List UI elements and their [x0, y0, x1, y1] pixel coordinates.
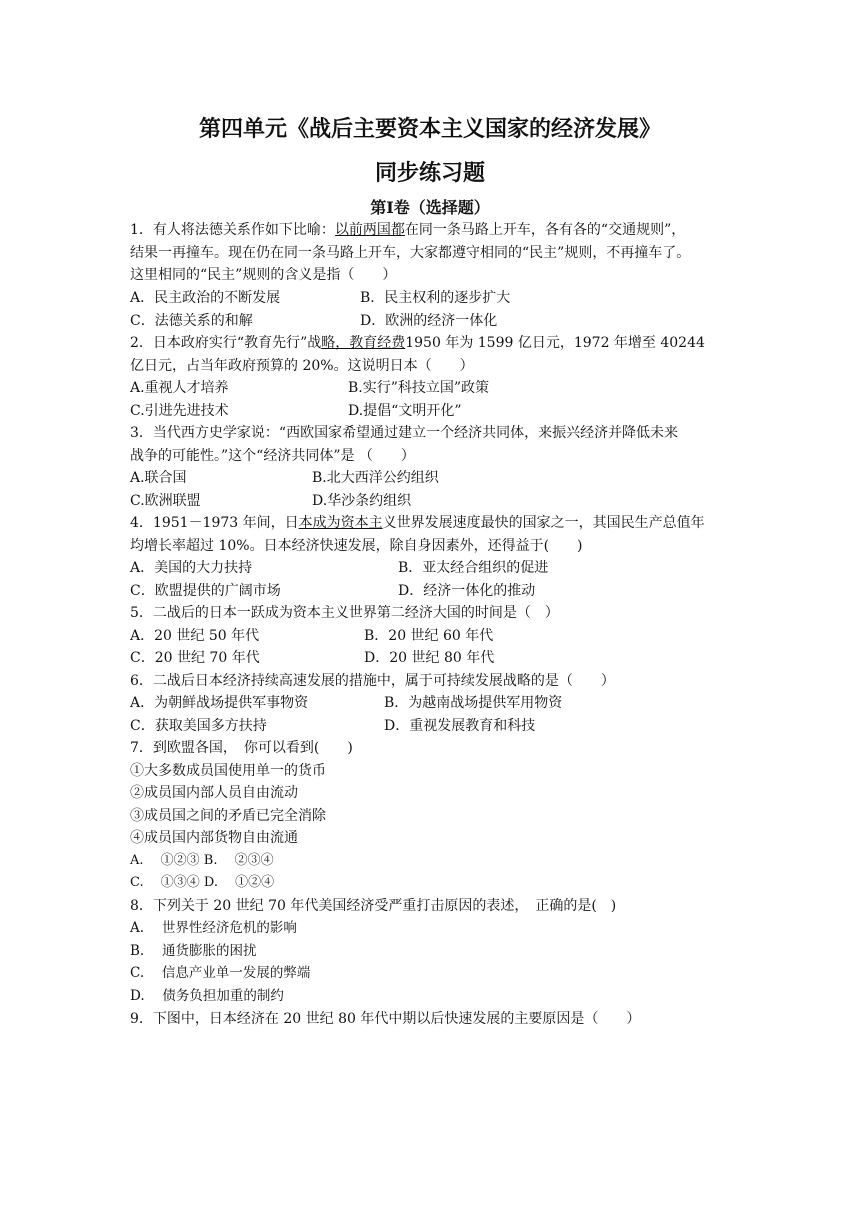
question-7-item-1: ①大多数成员国使用单一的货币: [130, 763, 326, 779]
question-1-line-3: 这里相同的“民主”规则的含义是指（ ）: [130, 267, 397, 283]
question-1-option-d: D．欧洲的经济一体化: [360, 313, 498, 329]
question-4-option-a: A．美国的大力扶持: [130, 560, 253, 576]
question-3-option-b: B.北大西洋公约组织: [312, 470, 439, 486]
section-heading: 第Ⅰ卷（选择题）: [370, 198, 490, 217]
question-4-option-d: D．经济一体化的推动: [398, 583, 536, 599]
question-8-line-1: 8．下列关于 20 世纪 70 年代美国经济受严重打击原因的表述， 正确的是( ): [130, 898, 617, 914]
question-5-option-c: C．20 世纪 70 年代: [130, 650, 260, 666]
question-4-option-b: B．亚太经合组织的促进: [398, 560, 549, 576]
question-2-option-c: C.引进先进技术: [130, 403, 229, 419]
question-6-option-a: A．为朝鲜战场提供军事物资: [130, 695, 309, 711]
question-6-option-d: D．重视发展教育和科技: [384, 718, 536, 734]
question-2-option-b: B.实行”科技立国”政策: [348, 380, 490, 396]
question-9-line-1: 9．下图中，日本经济在 20 世纪 80 年代中期以后快速发展的主要原因是（ ）: [130, 1011, 641, 1027]
question-2-option-d: D.提倡“文明开化”: [348, 403, 462, 419]
question-4-option-c: C．欧盟提供的广阔市场: [130, 583, 281, 599]
question-6-line-1: 6．二战后日本经济持续高速发展的措施中，属于可持续发展战略的是（ ）: [130, 673, 615, 689]
question-3-line-2: 战争的可能性。”这个“经济共同体”是 （ ）: [130, 448, 415, 464]
question-6-option-b: B．为越南战场提供军用物资: [384, 695, 563, 711]
document-title: 第四单元《战后主要资本主义国家的经济发展》: [198, 116, 661, 142]
question-7-options-ab: A. ①②③ B. ②③④: [130, 853, 274, 868]
question-8-option-a: A. 世界性经济危机的影响: [130, 920, 297, 936]
question-6-option-c: C．获取美国多方扶持: [130, 718, 267, 734]
question-3-option-a: A.联合国: [130, 470, 187, 486]
question-7-item-4: ④成员国内部货物自由流通: [130, 830, 298, 846]
question-2-line-2: 亿日元，占当年政府预算的 20%。这说明日本（ ）: [130, 358, 474, 374]
question-4-line-1: 4．1951－1973 年间，日本成为资本主义世界发展速度最快的国家之一，其国民生产总值年: [130, 515, 705, 531]
question-2-option-a: A.重视人才培养: [130, 380, 229, 396]
question-8-option-d: D. 债务负担加重的制约: [130, 988, 284, 1004]
question-8-option-b: B. 通货膨胀的困扰: [130, 943, 257, 959]
question-1-line-1: 1．有人将法德关系作如下比喻：以前两国都在同一条马路上开车，各有各的“交通规则”，: [130, 222, 686, 238]
question-3-option-d: D.华沙条约组织: [312, 493, 412, 509]
question-3-option-c: C.欧洲联盟: [130, 493, 201, 509]
question-8-option-c: C. 信息产业单一发展的弊端: [130, 965, 311, 981]
question-7-item-3: ③成员国之间的矛盾已完全消除: [130, 808, 326, 824]
question-5-option-a: A．20 世纪 50 年代: [130, 628, 260, 644]
question-3-line-1: 3．当代西方史学家说：“西欧国家希望通过建立一个经济共同体，来振兴经济并降低未来: [130, 425, 679, 441]
document-subtitle: 同步练习题: [374, 160, 485, 186]
question-1-option-b: B．民主权利的逐步扩大: [360, 290, 511, 306]
question-7-line-1: 7．到欧盟各国， 你可以看到( ): [130, 740, 353, 756]
question-7-item-2: ②成员国内部人员自由流动: [130, 785, 298, 801]
question-5-option-b: B．20 世纪 60 年代: [364, 628, 494, 644]
question-7-options-cd: C. ①③④ D. ①②④: [130, 875, 275, 890]
question-1-option-a: A．民主政治的不断发展: [130, 290, 281, 306]
question-5-option-d: D．20 世纪 80 年代: [364, 650, 495, 666]
question-2-line-1: 2．日本政府实行“教育先行”战略，教育经费1950 年为 1599 亿日元，1972 年增至 40244: [130, 335, 705, 351]
question-1-line-2: 结果一再撞车。现在仍在同一条马路上开车，大家都遵守相同的“民主”规则，不再撞车了。: [130, 245, 691, 261]
question-4-line-2: 均增长率超过 10%。日本经济快速发展，除自身因素外，还得益于( ): [130, 538, 583, 554]
question-1-option-c: C．法德关系的和解: [130, 313, 253, 329]
question-5-line-1: 5．二战后的日本一跃成为资本主义世界第二经济大国的时间是（ ）: [130, 605, 559, 621]
